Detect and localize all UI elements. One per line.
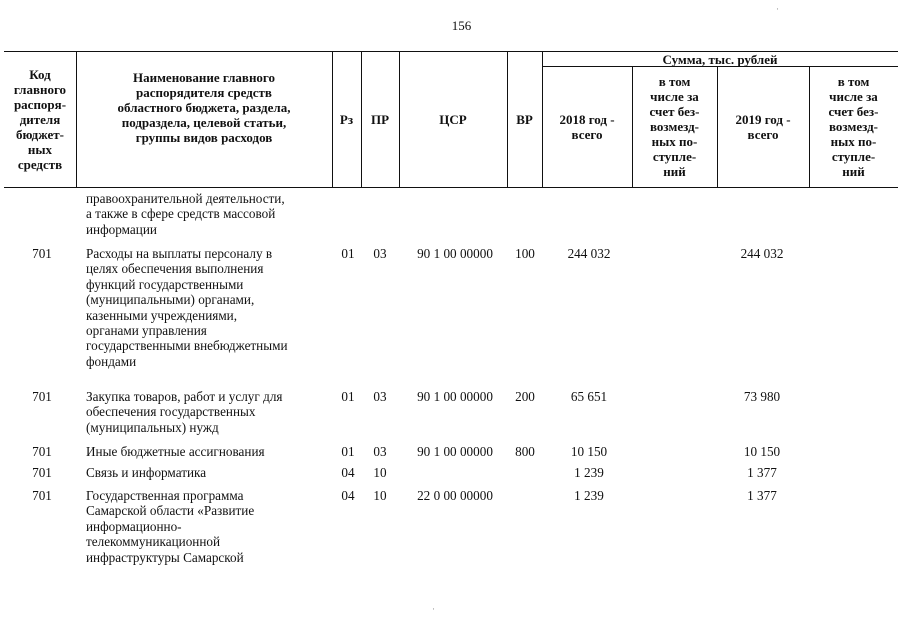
row-name: Государственная программа Самарской области «Развитие информационно- телекоммуникационной инфраструктуры Самарской <box>86 488 255 565</box>
row-name: Расходы на выплаты персоналу в целях обеспечения выполнения функций государственными (муниципальными) органами, казенными учреждениями, органами управления государственными внебюджетными фондами <box>86 246 288 369</box>
row-vr: 200 <box>515 389 535 404</box>
header-2018-total: 2018 год - всего <box>559 111 615 142</box>
row-rz: 01 <box>341 246 355 261</box>
header-name <box>76 52 332 162</box>
header-2018-free: в том числе за счет без- возмезд- ных по- ступле- ний <box>649 74 700 179</box>
row-vr: 100 <box>515 246 535 261</box>
row-vr: 800 <box>515 444 535 459</box>
header-csr: ЦСР <box>439 112 467 127</box>
scan-speck: · <box>776 4 779 14</box>
row-pr: 03 <box>373 444 387 459</box>
row-pr: 03 <box>373 389 387 404</box>
row-code: 701 <box>32 389 52 404</box>
header-code <box>4 52 76 187</box>
row-pr: 10 <box>373 488 387 503</box>
row-csr: 90 1 00 00000 <box>417 444 493 459</box>
row-name: Иные бюджетные ассигнования <box>86 444 265 459</box>
row-name: Закупка товаров, работ и услуг для обеспечения государственных (муниципальных) нужд <box>86 389 283 435</box>
header-2019-free: в том числе за счет без- возмезд- ных по- ступле- ний <box>828 74 879 179</box>
page-number: 156 <box>451 18 472 33</box>
row-2019-total: 73 980 <box>743 389 781 404</box>
row-2018-total: 1 239 <box>574 488 604 503</box>
row-pr: 03 <box>373 246 387 261</box>
header-sum-group: Сумма, тыс. рублей <box>662 51 778 67</box>
row-2019-total: 1 377 <box>747 465 777 480</box>
row-rz: 01 <box>341 389 355 404</box>
header-pr: ПР <box>370 112 390 127</box>
row-pr: 10 <box>373 465 387 480</box>
row-code: 701 <box>32 246 52 261</box>
row-rz: 01 <box>341 444 355 459</box>
row-code: 701 <box>32 465 52 480</box>
row-rz: 04 <box>341 465 355 480</box>
row-name: правоохранительной деятельности, а также в сфере средств массовой информации <box>86 191 285 237</box>
scan-speck: · <box>432 604 435 614</box>
row-csr: 90 1 00 00000 <box>417 246 493 261</box>
table-header <box>4 51 898 188</box>
row-2018-total: 10 150 <box>570 444 608 459</box>
row-csr: 90 1 00 00000 <box>417 389 493 404</box>
row-2018-total: 244 032 <box>567 246 611 261</box>
row-name: Связь и информатика <box>86 465 207 480</box>
header-vr: ВР <box>516 112 533 127</box>
row-2019-total: 244 032 <box>740 246 784 261</box>
row-csr: 22 0 00 00000 <box>417 488 493 503</box>
header-name-text: Наименование главного распорядителя средств областного бюджета, раздела, подраздела, целевой статьи, группы видов расходов <box>117 69 291 145</box>
row-2019-total: 1 377 <box>747 488 777 503</box>
header-code-text: Код главного распоря- дителя бюджет- ных средств <box>13 67 67 172</box>
row-2018-total: 65 651 <box>570 389 608 404</box>
header-rz: Рз <box>339 112 354 127</box>
row-2019-total: 10 150 <box>743 444 781 459</box>
header-2019-total: 2019 год - всего <box>735 111 791 142</box>
row-code: 701 <box>32 488 52 503</box>
row-rz: 04 <box>341 488 355 503</box>
row-code: 701 <box>32 444 52 459</box>
row-2018-total: 1 239 <box>574 465 604 480</box>
